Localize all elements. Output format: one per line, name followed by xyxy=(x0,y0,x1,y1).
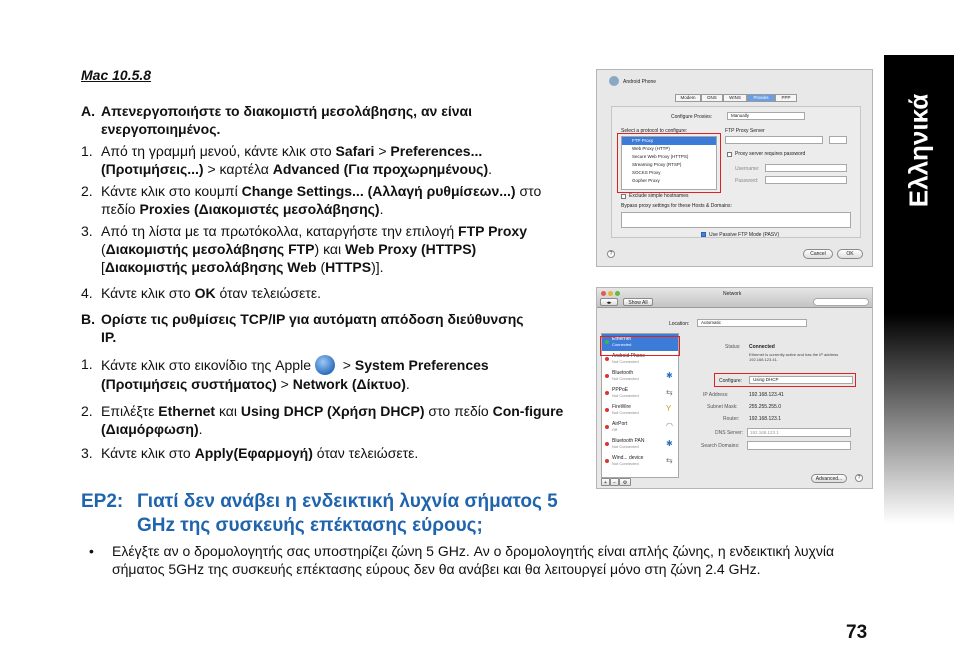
configure-proxies-label: Configure Proxies: xyxy=(671,114,713,120)
service-item[interactable]: Bluetooth PAN Not Connected ✱ xyxy=(602,436,678,453)
protocol-label: Select a protocol to configure: xyxy=(621,128,688,134)
firewire-icon: Y xyxy=(666,404,672,413)
proxy-settings-screenshot xyxy=(596,69,873,267)
service-item-ethernet[interactable]: Ethernet Connected xyxy=(602,334,678,351)
service-item[interactable]: Wind... device Not Connected ⇆ xyxy=(602,453,678,470)
status-dot xyxy=(605,408,609,412)
dns-input[interactable]: 192.168.123.1 xyxy=(747,428,851,437)
remove-service-button[interactable]: − xyxy=(610,478,619,486)
search-domains-input[interactable] xyxy=(747,441,851,450)
close-icon[interactable] xyxy=(601,291,606,296)
port-input[interactable] xyxy=(829,136,847,144)
highlight-protocol-list xyxy=(617,133,721,193)
protocol-item[interactable]: Streaming Proxy (RTSP) xyxy=(632,162,682,167)
section-title: Mac 10.5.8 xyxy=(81,67,152,83)
username-label: Username: xyxy=(735,166,760,172)
protocol-item[interactable]: Gopher Proxy xyxy=(632,178,660,183)
toolbar-search-input[interactable] xyxy=(813,298,869,306)
pasv-label: Use Passive FTP Mode (PASV) xyxy=(709,232,780,238)
exclude-checkbox[interactable] xyxy=(621,194,626,199)
service-item[interactable]: AirPort Off ◠ xyxy=(602,419,678,436)
location-select[interactable]: Automatic xyxy=(697,319,807,327)
router-value: 192.168.123.1 xyxy=(749,416,781,422)
ep2-label: EP2: xyxy=(81,491,124,512)
service-item[interactable]: PPPoE Not Connected ⇆ xyxy=(602,385,678,402)
bypass-input[interactable] xyxy=(621,212,851,228)
status-dot xyxy=(605,459,609,463)
show-all-button[interactable]: Show All xyxy=(623,298,653,306)
service-actions-button[interactable]: ⚙ xyxy=(619,478,631,486)
ep2-question: Γιατί δεν ανάβει η ενδεικτική λυχνία σήματος 5 GHz της συσκευής επέκτασης εύρους; xyxy=(137,491,558,536)
arrows-icon: ⇆ xyxy=(666,456,673,465)
password-checkbox[interactable] xyxy=(727,152,732,157)
router-label: Router: xyxy=(723,416,740,422)
help-icon[interactable]: ? xyxy=(607,250,615,258)
protocol-item[interactable]: Secure Web Proxy (HTTPS) xyxy=(632,154,689,159)
configure-label: Configure: xyxy=(719,378,743,384)
service-item[interactable]: FireWire Not Connected Y xyxy=(602,402,678,419)
back-forward-buttons[interactable]: ◂▸ xyxy=(600,298,618,306)
pass-label: Password: xyxy=(735,178,759,184)
minimize-icon[interactable] xyxy=(608,291,613,296)
status-dot xyxy=(605,442,609,446)
tab-wins[interactable]: WINS xyxy=(723,94,747,102)
wifi-icon: ◠ xyxy=(666,421,673,430)
username-input[interactable] xyxy=(765,164,847,172)
status-label: Status: xyxy=(725,344,741,350)
advanced-button[interactable]: Advanced... xyxy=(811,474,847,483)
location-label: Location: xyxy=(669,321,690,327)
network-icon xyxy=(609,76,619,86)
pasv-checkbox[interactable] xyxy=(701,232,706,237)
server-label: FTP Proxy Server xyxy=(725,128,765,134)
add-service-button[interactable]: + xyxy=(601,478,610,486)
window-title: Network xyxy=(723,291,742,297)
password-required-label: Proxy server requires password xyxy=(735,151,806,157)
apple-logo-icon xyxy=(315,355,335,375)
arrows-icon: ⇆ xyxy=(666,388,673,397)
status-description: Ethernet is currently active and has the IP address 192.168.123.41. xyxy=(749,352,839,362)
configure-proxies-select[interactable]: Manually xyxy=(727,112,805,120)
ip-label: IP Address: xyxy=(703,392,729,398)
ip-value: 192.168.123.41 xyxy=(749,392,784,398)
protocol-item[interactable]: FTP Proxy xyxy=(622,137,716,145)
status-dot xyxy=(605,374,609,378)
zoom-icon[interactable] xyxy=(615,291,620,296)
tab-dns[interactable]: DNS xyxy=(701,94,723,102)
dns-label: DNS Server: xyxy=(715,430,744,436)
dialog-title: Android Phone xyxy=(623,79,657,85)
status-dot xyxy=(605,425,609,429)
page-number: 73 xyxy=(846,622,868,643)
protocol-item[interactable]: SOCKS Proxy xyxy=(632,170,661,175)
bluetooth-icon: ✱ xyxy=(666,371,673,380)
ok-button[interactable]: OK xyxy=(837,249,863,259)
help-icon[interactable]: ? xyxy=(855,474,863,482)
language-tab: Ελληνικά xyxy=(884,55,954,524)
cancel-button[interactable]: Cancel xyxy=(803,249,833,259)
password-input[interactable] xyxy=(765,176,847,184)
tab-proxies[interactable]: Proxies xyxy=(747,94,775,102)
bluetooth-icon: ✱ xyxy=(666,439,673,448)
search-domains-label: Search Domains: xyxy=(701,443,740,449)
highlight-configure xyxy=(714,373,856,387)
service-item[interactable]: Bluetooth Not Connected ✱ xyxy=(602,368,678,385)
tab-ppp[interactable]: PPP xyxy=(775,94,797,102)
network-preferences-screenshot xyxy=(596,287,873,489)
service-item[interactable]: Android Phone Not Connected xyxy=(602,351,678,368)
exclude-label: Exclude simple hostnames xyxy=(629,193,689,199)
server-input[interactable] xyxy=(725,136,823,144)
highlight-ethernet xyxy=(600,336,680,356)
tab-modem[interactable]: Modem xyxy=(675,94,701,102)
configure-select[interactable]: Using DHCP xyxy=(749,376,853,384)
status-value: Connected xyxy=(749,344,775,350)
subnet-value: 255.255.255.0 xyxy=(749,404,781,410)
protocol-item[interactable]: Web Proxy (HTTP) xyxy=(632,146,670,151)
status-dot xyxy=(605,391,609,395)
status-dot xyxy=(605,357,609,361)
bypass-label: Bypass proxy settings for these Hosts & Domains: xyxy=(621,203,732,209)
subnet-label: Subnet Mask: xyxy=(707,404,738,410)
